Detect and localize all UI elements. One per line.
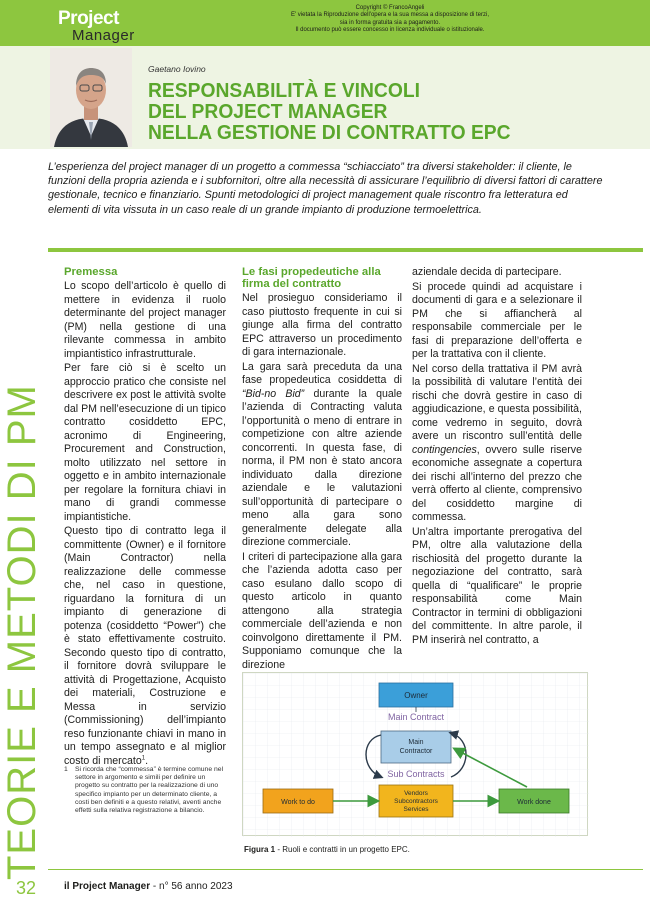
footer-magazine (64, 881, 233, 892)
paragraph: Nel prosieguo consideriamo il caso piuttosto frequente in cui si giunge alla firma del contratto EPC attraverso un procedimento di gara internazionale. (242, 292, 402, 358)
copyright-notice (200, 5, 580, 35)
paragraph: I criteri di partecipazione alla gara che l’azienda adotta caso per caso esulano dallo scopo di questo articolo in quanto attengono alla strategia commerciale dell’azienda e non coinvolgono direttamente il PM. Supponiamo comunque che la direzione (242, 550, 402, 671)
paragraph: Un’altra importante prerogativa del PM, oltre alla valutazione della rischiosità del progetto durante la negoziazione del contratto, sarà quella di “qualificare” le proprie responsabilità come Main Contractor in termini di obbligazioni del committente. In altre parole, il PM inserirà nel contratto, a (412, 525, 582, 646)
work-to-do-label: Work to do (281, 799, 315, 806)
copyright-line: sia in forma gratuita sia a pagamento. (339, 19, 441, 26)
figure-caption (244, 845, 410, 854)
paragraph-text: Nel corso della trattativa il PM avrà la possibilità di valutare l’entità dei rischi che dovrà gestire in caso di aggiudicazione, e questa possibilità, come vedremo in seguito, dovrà avere un riscontro sull’entità delle (412, 362, 582, 442)
paragraph-text: durante la quale l’azienda di Contracting valuta l’opportunità o meno di entrare in competizione con altre aziende concorrenti. In questa fase, di norma, il PM non è stato ancora individuato dalla direzione aziendale e le valutazioni sull’opportunità di partecipare o meno alla gara sono generalmente delegate alla direzione commerciale. (242, 387, 402, 548)
emphasis-text: “Bid-no Bid” (242, 387, 305, 400)
header-band (0, 0, 650, 46)
paragraph: Lo scopo dell’articolo è quello di mettere in evidenza il ruolo determinante del project manager (PM) nella gestione di una rilevante commessa in ambito impiantistico infrastrutturale. (64, 280, 226, 360)
author-name: Gaetano Iovino (148, 64, 206, 74)
author-portrait-icon (50, 48, 132, 147)
magazine-name: il Project Manager (64, 881, 151, 892)
paragraph (64, 525, 226, 768)
paragraph (412, 363, 582, 525)
paragraph (242, 361, 402, 550)
footnote-text: Si ricorda che “commessa” è termine comune nel settore in argomento e simili per definire un progetto su contratto per la realizzazione di uno specifico impianto per un determinato cliente, a costi ben definiti e a questo relativi, aventi anche effetti sulla relativa registrazione a bilancio. (75, 766, 224, 815)
section-side-label: TEORIE E METODI DI PM (0, 384, 44, 880)
emphasis-text: contingencies (412, 443, 477, 456)
magazine-logo (58, 8, 148, 42)
column-3 (412, 266, 582, 647)
column-2 (242, 266, 402, 672)
caption-text: - Ruoli e contratti in un progetto EPC. (275, 845, 410, 854)
vendors-label-line3: Services (403, 806, 429, 813)
title-line: DEL PROJECT MANAGER (148, 100, 388, 123)
main-contractor-label-line1: Main (408, 739, 424, 746)
work-done-label: Work done (517, 799, 551, 806)
caption-label: Figura 1 (244, 845, 276, 854)
heading-fasi-propedeutiche: Le fasi propedeutiche alla firma del contratto (242, 266, 381, 290)
paragraph: Si procede quindi ad acquistare i documenti di gara e a selezionare il PM che si affiancherà al responsabile commerciale per le fasi di preparazione dell’offerta e per la trattativa con il cliente. (412, 280, 582, 360)
footnote (64, 766, 224, 815)
copyright-line: Copyright © FrancoAngeli (355, 5, 425, 11)
paragraph: Per fare ciò si è scelto un approccio pratico che consiste nel descrivere ex post le attività svolte dal PM nell’esecuzione di un tipico contratto cosiddetto EPC, acronimo di Engineering, Procurement and Construction, molto utilizzato nel settore in oggetto e in ambito internazionale per regolare la fornitura chiavi in mano di grandi commesse impiantistiche. (64, 362, 226, 523)
footnote-number: 1 (64, 766, 68, 773)
column-1 (64, 266, 226, 768)
paragraph-text: La gara sarà preceduta da una fase propedeutica cosiddetta di (242, 360, 402, 386)
issue-info: - n° 56 anno 2023 (150, 881, 233, 892)
page-number: 32 (16, 878, 37, 898)
footer-divider (48, 869, 643, 870)
owner-label: Owner (404, 691, 428, 700)
figure-epc-diagram (242, 672, 588, 836)
sub-contracts-label: Sub Contracts (387, 769, 445, 779)
main-contractor-box (381, 731, 451, 763)
paragraph-end: . (145, 754, 149, 767)
title-line: RESPONSABILITÀ E VINCOLI (148, 79, 420, 102)
main-contractor-label-line2: Contractor (399, 748, 433, 755)
paragraph: aziendale decida di partecipare. (412, 266, 562, 278)
section-divider (48, 248, 643, 252)
article-intro: L’esperienza del project manager di un progetto a commessa “schiacciato” tra diversi stakeholder: il cliente, le funzioni della propria azienda e i subfornitori, oltre alla necessità di assicurare l’equilibrio di diversi fattori di carattere gestionale, tecnico e finanziario. Spunti metodologici di project management quale riscontro fra letteratura ed elementi di vita vissuta in un caso reale di un grande impianto di produzione termoelettrica. (48, 161, 603, 216)
title-line: NELLA GESTIONE DI CONTRATTO EPC (148, 121, 511, 144)
logo-word-project: Project (58, 8, 119, 29)
copyright-line: E' vietata la Riproduzione dell'opera e la sua messa a disposizione di terzi, (290, 12, 490, 19)
copyright-line: Il documento può essere concesso in licenza individuale o istituzionale. (295, 27, 485, 34)
logo-word-manager: Manager (72, 27, 135, 44)
vendors-label-line2: Subcontractors (394, 798, 438, 805)
heading-premessa: Premessa (64, 266, 118, 278)
author-photo (50, 48, 132, 147)
main-contract-label: Main Contract (387, 712, 445, 722)
paragraph-text: , ovvero sulle riserve economiche assegnate a copertura dei rischi all’interno del prezzo che verrà offerto al cliente, comprensivo del cosiddetto margine di commessa. (412, 443, 582, 523)
epc-roles-diagram (243, 673, 589, 837)
paragraph-text: Questo tipo di contratto lega il committente (Owner) e il fornitore (Main Contractor) nella realizzazione delle commesse che, nel caso in questione, riguardano la fornitura di un impianto di generazione di potenza (cosiddetto “Power”) che è stato effettivamente costruito. Secondo questo tipo di contratto, il fornitore dovrà sviluppare le attività di Progettazione, Acquisto dei materiali, Costruzione e Messa in servizio (Commissioning) dell’impianto reso funzionante chiavi in mano in un tempo assegnato e al miglior costo di mercato (64, 525, 226, 767)
article-title (148, 80, 511, 143)
footnote-ref[interactable]: 1 (141, 754, 146, 761)
vendors-label-line1: Vendors (404, 790, 428, 797)
